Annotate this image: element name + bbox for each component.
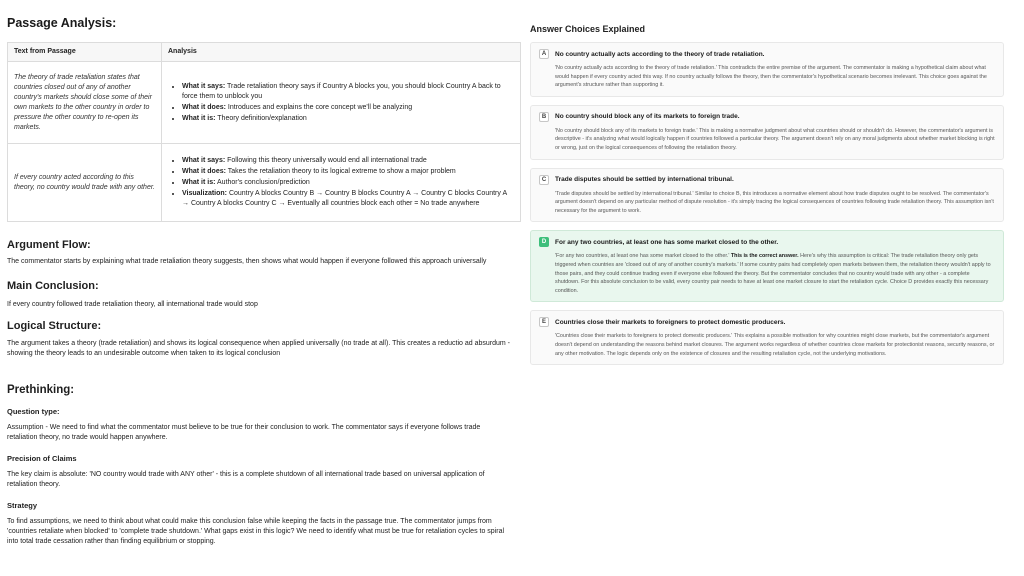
precision-text: The key claim is absolute: 'NO country would trade with ANY other' - this is a complete shutdown of all international trade based on universal application of retaliation theory. [7,471,485,488]
analysis-item: • Visualization: Country A blocks Country B → Country B blocks Country A → Country C blocks Country A → Country A blocks Country C → Eventually all countries block each other = No trade anywhere [182,189,514,209]
col-header-text: Text from Passage [8,43,162,62]
choice-text: Countries close their markets to foreigners to protect domestic producers. [555,318,786,326]
analysis-item: • What it says: Following this theory universally would end all international trade [182,156,514,166]
analysis-cell [162,62,521,144]
choice-letter-badge: C [539,175,549,185]
analysis-item: • What it says: Trade retaliation theory says if Country A blocks you, you should block Country A back to force them to unblock you [182,82,514,102]
question-type-title: Question type: [7,407,60,416]
choice-explanation: 'No country actually acts according to the theory of trade retaliation.' This contradicts the entire premise of the argument. The commentator is making a hypothetical claim about what would happen if every country acted this way. If no country actually follows the theory, then the commentator's hypothetical scenario becomes irrelevant. This choice goes against the argument's structure rather than supporting it. [555,65,987,89]
precision-title: Precision of Claims [7,454,77,463]
choice-letter-badge: B [539,112,549,122]
choice-text: No country actually acts according to the theory of trade retaliation. [555,50,765,58]
analysis-item: • What it is: Author's conclusion/prediction [182,178,514,188]
correct-answer-label: This is the correct answer. [730,253,799,260]
prethinking-panel [7,384,512,547]
table-row [8,144,521,222]
main-conclusion-text: If every country followed trade retaliation theory, all international trade would stop [7,301,258,308]
choice-text: No country should block any of its markets to foreign trade. [555,113,740,121]
table-header-row [8,43,521,62]
choice-letter-badge: E [539,317,549,327]
answers-title: Answer Choices Explained [530,24,646,34]
choice-text: For any two countries, at least one has some market closed to the other. [555,238,779,246]
answer-card-c[interactable] [530,168,1004,223]
analysis-item: • What it does: Introduces and explains the core concept we'll be analyzing [182,103,514,113]
argument-flow-title: Argument Flow: [7,239,91,251]
logical-structure-text: The argument takes a theory (trade retaliation) and shows its logical consequence when applied universally (no trade at all). This creates a reductio ad absurdum - showing the theory leads to an undesirable outcome when taken to its logical conclusion [7,340,510,357]
answer-card-a[interactable] [530,42,1004,97]
choice-text: Trade disputes should be settled by international tribunal. [555,176,734,184]
analysis-item: • What it is: Theory definition/explanation [182,114,514,124]
passage-text-cell: The theory of trade retaliation states that countries closed out of any of another country's markets should close some of their own markets to the other country in order to pressure the other country to re-open its markets. [8,62,162,144]
strategy-text: To find assumptions, we need to think about what could make this conclusion false while keeping the facts in the passage true. The commentator jumps from 'countries retaliate when blocked' to 'complete trade shutdown.' What gaps exist in this logic? We need to identify what must be true for retaliation cycles to spiral into total trade cessation rather than finding equilibrium or stopping. [7,518,505,545]
choice-explanation: 'Countries close their markets to foreigners to protect domestic producers.' This explains a possible motivation for why countries might close markets, but the commentator's argument doesn't depend on understanding the reasons behind market closures. The argument works regardless of whether countries close markets for protectionist reasons, security reasons, or any other motivation. The logic depends only on the existence of closures and the resulting retaliation cycle, not the underlying motivations. [555,333,995,357]
answer-card-d[interactable] [530,230,1004,302]
question-type-text: Assumption - We need to find what the commentator must believe to be true for their conclusion to work. The commentator says if everyone follows trade retaliation theory, no trade would happen anywhere. [7,424,481,441]
strategy-title: Strategy [7,501,38,510]
choice-explanation: 'No country should block any of its markets to foreign trade.' This is making a normative judgment about what countries should or shouldn't do. However, the commentator's argument is descriptive - it's analyzing what would logically happen if countries followed a particular theory. The argument doesn't rely on any moral judgments about whether market blocking is right or wrong, just on the logical consequences of following the retaliation theory. [555,127,995,151]
choice-explanation: 'Trade disputes should be settled by international tribunal.' Similar to choice B, this introduces a normative element about how trade disputes ought to be resolved. The commentator's argument doesn't depend on any particular method of dispute resolution - it's simply tracing the logical consequences of countries following trade retaliation theory. This assumption isn't necessary for the argument to work. [555,190,994,214]
left-panel [7,16,521,359]
answer-card-e[interactable] [530,310,1004,365]
main-conclusion-title: Main Conclusion: [7,280,99,292]
logical-structure-title: Logical Structure: [7,320,102,332]
analysis-cell [162,144,521,222]
prethinking-title: Prethinking: [7,384,75,396]
choice-explanation: 'For any two countries, at least one has some market closed to the other.' This is the correct answer. Here's why this assumption is critical: The trade retaliation theory only gets triggered when countries are 'closed out of any of another country's markets.' If some country pairs had completely open markets between them, the retaliation theory wouldn't apply to those pairs, and they could continue trading even if everyone else followed the theory. But the commentator concludes that no country would trade with any other - a complete shutdown. For this absolute conclusion to be valid, every country pair needs to have at least one market closure to start the retaliation cycle. Choice D provides exactly this necessary condition. [555,253,991,294]
analysis-item: • What it does: Takes the retaliation theory to its logical extreme to show a major problem [182,167,514,177]
answer-card-b[interactable] [530,105,1004,160]
answers-panel [530,24,1004,373]
choice-letter-badge: D [539,237,549,247]
passage-analysis-title: Passage Analysis: [7,16,117,30]
passage-text-cell: If every country acted according to this theory, no country would trade with any other. [8,144,162,222]
table-row [8,62,521,144]
argument-flow-text: The commentator starts by explaining what trade retaliation theory suggests, then shows what would happen if everyone followed this approach universally [7,258,487,265]
choice-letter-badge: A [539,49,549,59]
col-header-analysis: Analysis [162,43,521,62]
passage-analysis-table [7,42,521,222]
